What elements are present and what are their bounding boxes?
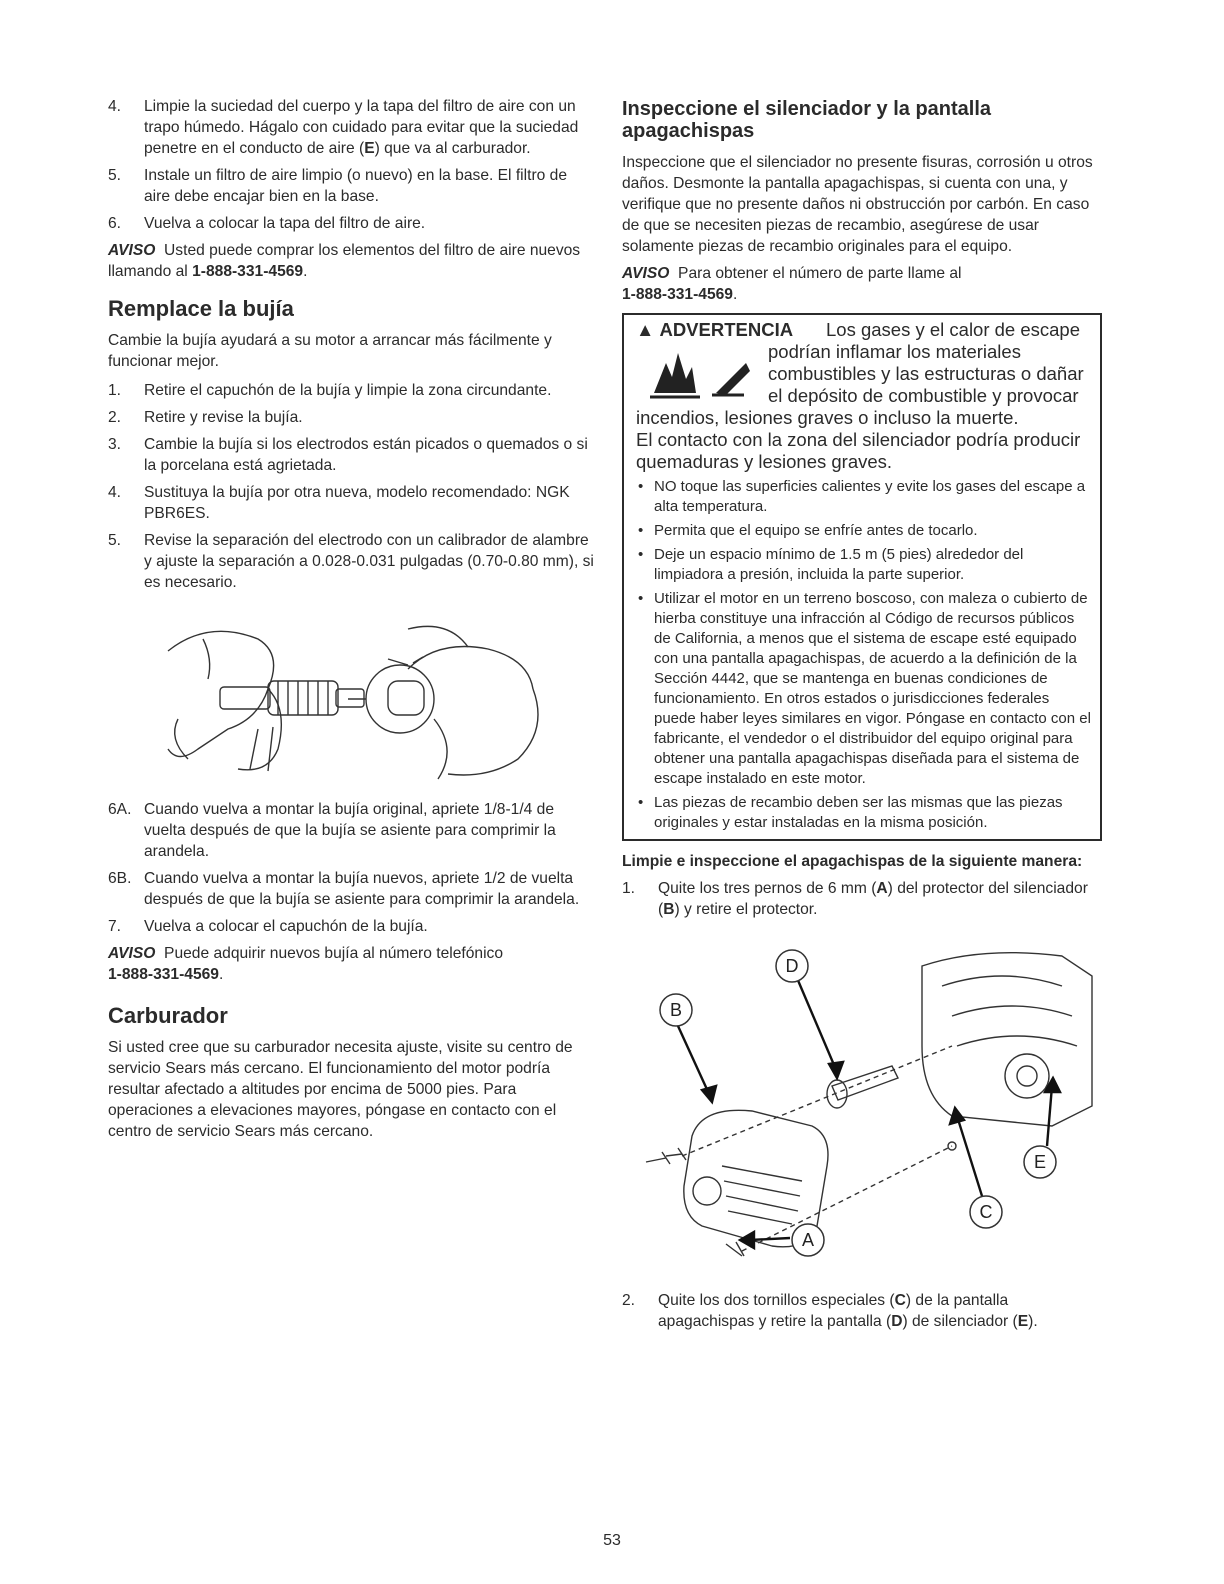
bujia-intro: Cambie la bujía ayudará a su motor a arrancar más fácilmente y funcionar mejor. — [108, 332, 552, 370]
aviso-note: AVISO Para obtener el número de parte llame al 1-888-331-4569. — [622, 265, 962, 303]
subheading-limpie: Limpie e inspeccione el apagachispas de la siguiente manera: — [622, 853, 1083, 870]
item-number: 4. — [108, 98, 122, 115]
list-item: 2. Retire y revise la bujía. — [108, 409, 303, 426]
label-b: B — [669, 1000, 683, 1020]
warning-bullet: • NO toque las superficies calientes y evite los gases del escape a alta temperatura. — [638, 478, 1086, 515]
label-e: E — [1033, 1152, 1047, 1172]
section-title-bujia: Remplace la bujía — [108, 296, 294, 321]
section-title-carburador: Carburador — [108, 1003, 228, 1028]
aviso-note: AVISO Puede adquirir nuevos bujía al número telefónico 1-888-331-4569. — [108, 945, 503, 983]
list-item: 6A. Cuando vuelva a montar la bujía original, apriete 1/8-1/4 de vuelta después de que la bujía se asiente para comprimir la arandela. — [108, 801, 556, 860]
list-item: 4. Limpie la suciedad del cuerpo y la tapa del filtro de aire con un trapo húmedo. Hágalo con cuidado para evitar que la suciedad penetre en el conducto de aire (E) que va al carburador. — [108, 98, 579, 157]
list-item: 4. Sustituya la bujía por otra nueva, modelo recomendado: NGK PBR6ES. — [108, 484, 570, 522]
warning-triangle-icon: ▲ — [636, 319, 655, 340]
fire-hazard-icon — [646, 343, 756, 403]
silenciador-intro: Inspeccione que el silenciador no presente fisuras, corrosión u otros daños. Desmonte la pantalla apagachispas, si cuenta con una, y verifique que no presente daños ni obstrucción por carbón. En caso de que se necesiten piezas de recambio, asegúrese de usar solamente piezas de recambio originales para el equipo. — [622, 154, 1093, 255]
muffler-exploded-diagram — [622, 926, 1102, 1276]
label-c: C — [979, 1202, 993, 1222]
list-item: 3. Cambie la bujía si los electrodos están picados o quemados o si la porcelana está agrietada. — [108, 436, 588, 474]
warning-title: ADVERTENCIA — [659, 319, 794, 340]
aviso-note: AVISO Usted puede comprar los elementos del filtro de aire nuevos llamando al 1-888-331-4569. — [108, 242, 581, 280]
left-column — [108, 96, 596, 1142]
list-item: 1. Quite los tres pernos de 6 mm (A) del protector del silenciador (B) y retire el protector. — [622, 880, 1088, 918]
label-a: A — [801, 1230, 815, 1250]
list-item: 6B. Cuando vuelva a montar la bujía nuevos, apriete 1/2 de vuelta después de que la bujía se asiente para comprimir la arandela. — [108, 870, 580, 908]
list-item: 7. Vuelva a colocar el capuchón de la bujía. — [108, 918, 428, 935]
spark-plug-gap-illustration — [108, 599, 596, 789]
carburador-text: Si usted cree que su carburador necesita ajuste, visite su centro de servicio Sears más cercano. El funcionamiento del motor podría resultar afectado a altitudes por encima de 5000 pies. Para operaciones a elevaciones mayores, póngase en contacto con el centro de servicio Sears más cercano. — [108, 1039, 573, 1140]
list-item: 1. Retire el capuchón de la bujía y limpie la zona circundante. — [108, 382, 552, 399]
warning-box: ▲ ADVERTENCIA Los gases y el calor de escape podrían inflamar los materiales combustibles y las estructuras o dañar el depósito de combustible y provocar incendios, lesiones graves o incluso la muerte. El contacto con la zona del silenciador podría producir quemaduras y lesiones graves. • NO toque las superficies calientes y evite los gases del escape a alta temperatura. • Permita que el equipo se enfríe antes de tocarlo. • Deje un espacio mínimo de 1.5 m (5 pies) alrededor del limpiadora a presión, incluida la parte superior. • Utilizar el motor en un terreno boscoso, con maleza o cubierto de hierba constituye una infracción al Código de recursos públicos de California, a menos que el sistema de escape esté equipado con una pantalla apagachispas, de acuerdo a la definición de la Sección 4442, que se mantenga en buenas condiciones de funcionamiento. En otros estados o jurisdicciones federales puede haber leyes similares en vigor. Póngase en contacto con el fabricante, el vendedor o el distribuidor del equipo original para obtener una pantalla apagachispas diseñada para el sistema de escape instalado en este motor. • Las piezas de recambio deben ser las mismas que las piezas originales y estar instaladas en la misma posición. — [622, 313, 1102, 841]
warning-bullet: • Deje un espacio mínimo de 1.5 m (5 pies) alrededor del limpiadora a presión, incluida la parte superior. — [638, 546, 1024, 583]
warning-bullet: • Permita que el equipo se enfríe antes de tocarlo. — [638, 522, 978, 539]
right-column — [622, 96, 1102, 1338]
list-item: 2. Quite los dos tornillos especiales (C) de la pantalla apagachispas y retire la pantalla (D) de silenciador (E). — [622, 1292, 1038, 1330]
list-item: 5. Revise la separación del electrodo con un calibrador de alambre y ajuste la separación a 0.028-0.031 pulgadas (0.70-0.80 mm), si es necesario. — [108, 532, 594, 591]
list-item: 6. Vuelva a colocar la tapa del filtro de aire. — [108, 215, 426, 232]
section-title-silenciador: Inspeccione el silenciador y la pantalla apagachispas — [622, 98, 992, 142]
warning-bullet: • Utilizar el motor en un terreno boscoso, con maleza o cubierto de hierba constituye una infracción al Código de recursos públicos de California, a menos que el sistema de escape esté equipado con una pantalla apagachispas, de acuerdo a la definición de la Sección 4442, que se mantenga en buenas condiciones de funcionamiento. En otros estados o jurisdicciones federales puede haber leyes similares en vigor. Póngase en contacto con el fabricante, el vendedor o el distribuidor del equipo original para obtener una pantalla apagachispas diseñada para el sistema de escape instalado en este motor. — [638, 590, 1091, 787]
page-number: 53 — [603, 1532, 621, 1549]
warning-bullet: • Las piezas de recambio deben ser las mismas que las piezas originales y estar instaladas en la misma posición. — [638, 794, 1063, 831]
list-item: 5. Instale un filtro de aire limpio (o nuevo) en la base. El filtro de aire debe encajar bien en la base. — [108, 167, 567, 205]
label-d: D — [785, 956, 799, 976]
